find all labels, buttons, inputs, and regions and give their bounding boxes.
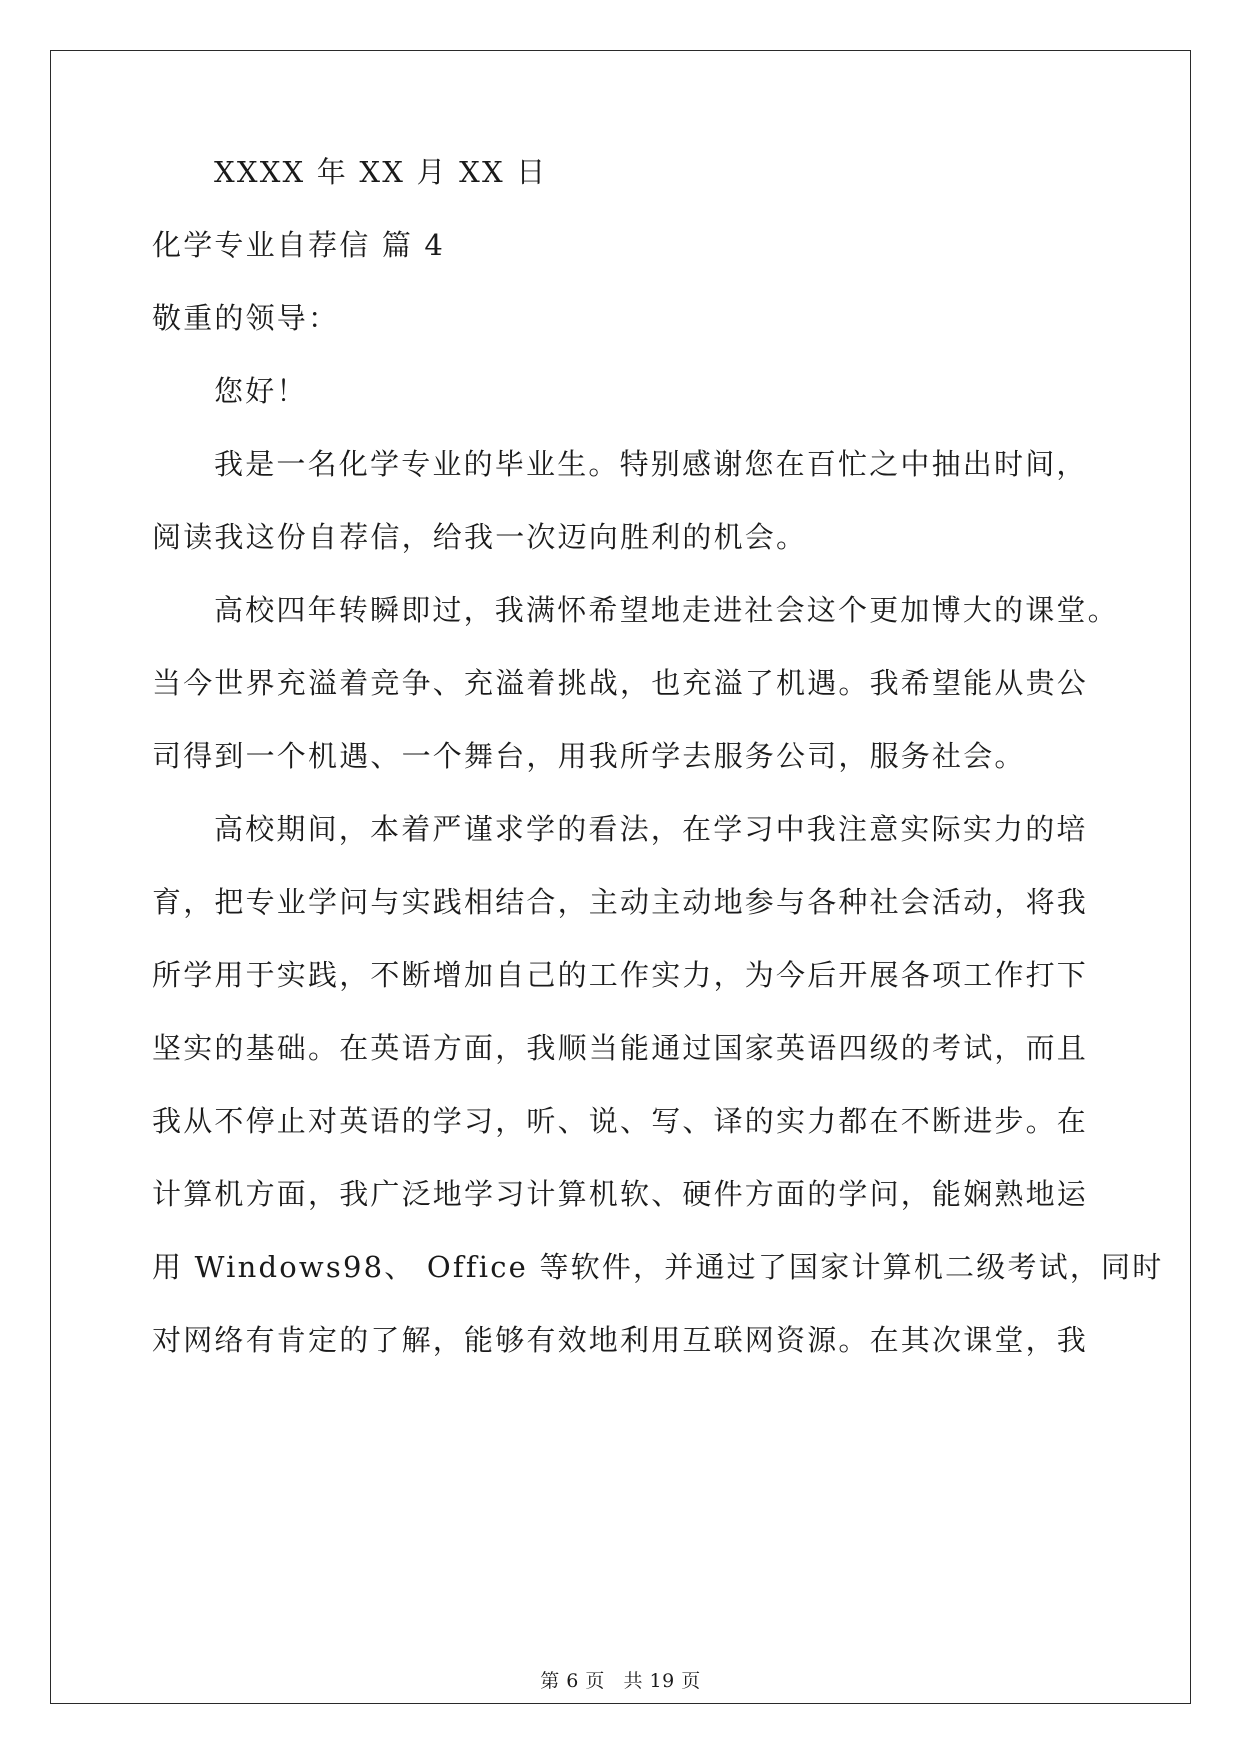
body-line: 当今世界充溢着竞争、充溢着挑战，也充溢了机遇。我希望能从贵公: [152, 666, 1089, 700]
body-line: 我从不停止对英语的学习，听、说、写、译的实力都在不断进步。在: [152, 1104, 1089, 1138]
date-line: XXXX 年 XX 月 XX 日: [214, 155, 548, 189]
body-line: 对网络有肯定的了解，能够有效地利用互联网资源。在其次课堂，我: [152, 1323, 1089, 1357]
body-line: 高校期间，本着严谨求学的看法，在学习中我注意实际实力的培: [214, 812, 1088, 846]
body-line: 所学用于实践，不断增加自己的工作实力，为今后开展各项工作打下: [152, 958, 1089, 992]
body-line: 阅读我这份自荐信，给我一次迈向胜利的机会。: [152, 520, 808, 554]
greeting: 您好！: [214, 374, 308, 408]
body-line: 用 Windows98、 Office 等软件，并通过了国家计算机二级考试，同时: [152, 1250, 1164, 1284]
body-line: 育，把专业学问与实践相结合，主动主动地参与各种社会活动，将我: [152, 885, 1089, 919]
page-number: 第 6 页: [540, 1670, 605, 1692]
body-line: 我是一名化学专业的毕业生。特别感谢您在百忙之中抽出时间，: [214, 447, 1088, 481]
body-line: 高校四年转瞬即过，我满怀希望地走进社会这个更加博大的课堂。: [214, 593, 1119, 627]
section-title: 化学专业自荐信 篇 4: [152, 228, 446, 262]
body-line: 计算机方面，我广泛地学习计算机软、硬件方面的学问，能娴熟地运: [152, 1177, 1089, 1211]
body-line: 司得到一个机遇、一个舞台，用我所学去服务公司，服务社会。: [152, 739, 1026, 773]
page-footer: [0, 1666, 1241, 1693]
salutation: 敬重的领导：: [152, 301, 340, 335]
body-line: 坚实的基础。在英语方面，我顺当能通过国家英语四级的考试，而且: [152, 1031, 1089, 1065]
page-border: [50, 50, 1191, 1704]
page-total: 共 19 页: [623, 1670, 701, 1692]
